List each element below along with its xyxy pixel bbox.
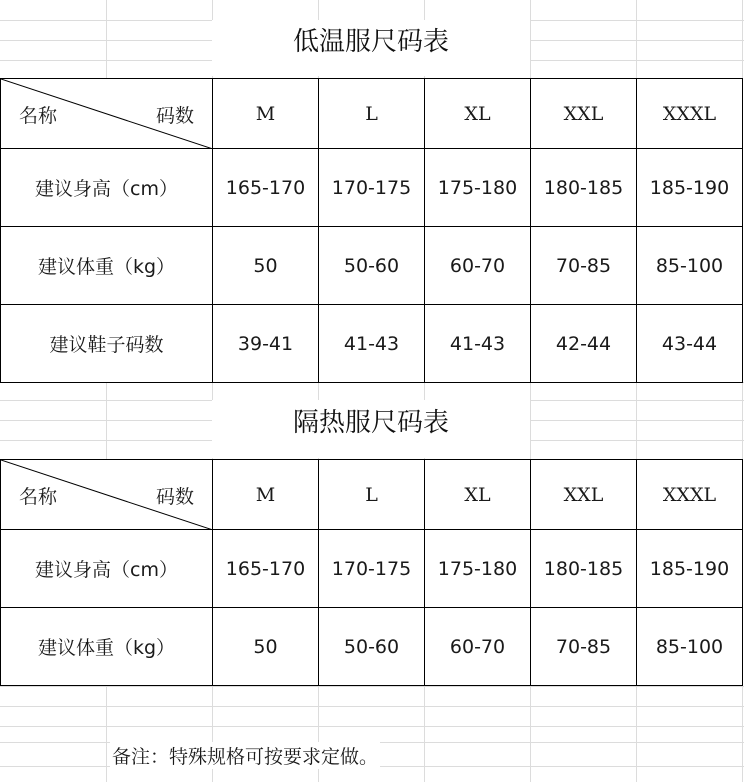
size-label: 码数 xyxy=(155,486,194,508)
table2-row-weight xyxy=(1,608,743,686)
size-header-cell: M xyxy=(213,79,319,149)
table1-title: 低温服尺码表 xyxy=(212,20,530,76)
table-cell: 60-70 xyxy=(425,608,531,686)
size-header-cell: XXL xyxy=(531,79,637,149)
table-cell: 43-44 xyxy=(637,305,743,383)
size-header-cell: L xyxy=(319,460,425,530)
table-cell: 42-44 xyxy=(531,305,637,383)
table-cell: 50-60 xyxy=(319,608,425,686)
table-cell: 39-41 xyxy=(213,305,319,383)
size-header-cell: M xyxy=(213,460,319,530)
table2-size-chart xyxy=(0,459,743,686)
footnote: 备注：特殊规格可按要求定做。 xyxy=(110,742,380,769)
row-label: 建议鞋子码数 xyxy=(1,305,213,383)
table-cell: 180-185 xyxy=(531,530,637,608)
table-cell: 50 xyxy=(213,608,319,686)
table1-header-row xyxy=(1,79,743,149)
table2-title: 隔热服尺码表 xyxy=(212,400,530,458)
table-cell: 170-175 xyxy=(319,530,425,608)
table-cell: 165-170 xyxy=(213,149,319,227)
table-cell: 70-85 xyxy=(531,608,637,686)
size-header-cell: XL xyxy=(425,79,531,149)
table-cell: 175-180 xyxy=(425,530,531,608)
table-cell: 180-185 xyxy=(531,149,637,227)
table1-row-height xyxy=(1,149,743,227)
table-cell: 60-70 xyxy=(425,227,531,305)
table-cell: 85-100 xyxy=(637,608,743,686)
table-cell: 41-43 xyxy=(319,305,425,383)
row-label: 建议身高（cm） xyxy=(1,149,213,227)
row-label: 建议身高（cm） xyxy=(1,530,213,608)
table-cell: 70-85 xyxy=(531,227,637,305)
row-label: 建议体重（kg） xyxy=(1,608,213,686)
row-label: 建议体重（kg） xyxy=(1,227,213,305)
table2-row-height xyxy=(1,530,743,608)
table-cell: 170-175 xyxy=(319,149,425,227)
size-header-cell: XXL xyxy=(531,460,637,530)
table1-size-chart xyxy=(0,78,743,383)
table-cell: 185-190 xyxy=(637,530,743,608)
name-label: 名称 xyxy=(19,105,58,127)
table-cell: 175-180 xyxy=(425,149,531,227)
table2-corner-cell xyxy=(1,460,213,530)
size-header-cell: XL xyxy=(425,460,531,530)
table1-corner-cell xyxy=(1,79,213,149)
table1-row-weight xyxy=(1,227,743,305)
name-label: 名称 xyxy=(19,486,58,508)
table-cell: 41-43 xyxy=(425,305,531,383)
table-cell: 165-170 xyxy=(213,530,319,608)
table-cell: 50 xyxy=(213,227,319,305)
size-header-cell: XXXL xyxy=(637,460,743,530)
table-cell: 85-100 xyxy=(637,227,743,305)
table-cell: 50-60 xyxy=(319,227,425,305)
table2-header-row xyxy=(1,460,743,530)
size-header-cell: XXXL xyxy=(637,79,743,149)
size-label: 码数 xyxy=(155,105,194,127)
table1-row-shoe xyxy=(1,305,743,383)
size-header-cell: L xyxy=(319,79,425,149)
table-cell: 185-190 xyxy=(637,149,743,227)
